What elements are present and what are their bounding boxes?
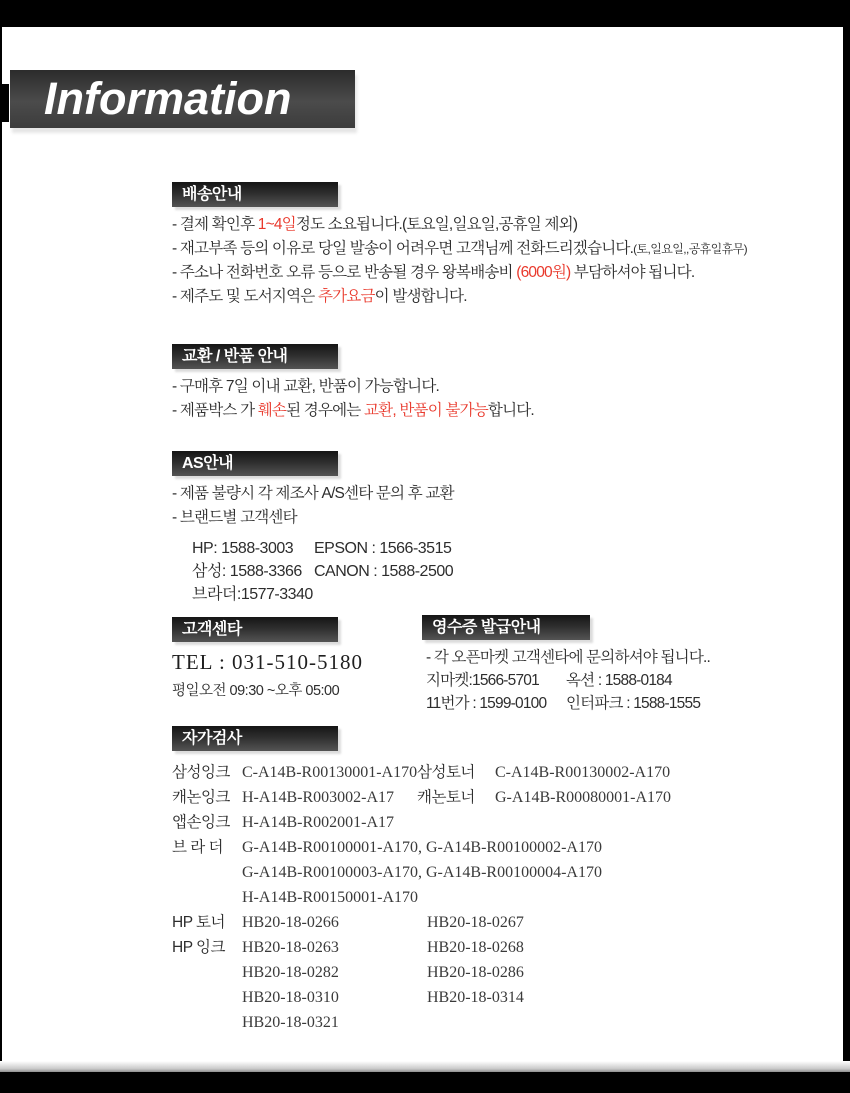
inspection-code: HB20-18-0266 <box>242 914 339 931</box>
section-exchange-return-info <box>172 344 712 423</box>
brand-label: 브 라 더 <box>172 839 224 856</box>
brand-label: 캐논잉크 <box>172 789 230 806</box>
shipping-line-1 <box>172 213 712 237</box>
inspection-code: H-A14B-R002001-A17 <box>242 814 394 831</box>
as-line-2: - 브랜드별 고객센타 <box>172 509 297 526</box>
table-row <box>172 885 732 910</box>
exchange-lines <box>172 375 712 423</box>
table-row <box>172 860 732 885</box>
text-segment: 정도 소요됩니다.(토요일,일요일,공휴일 제외) <box>295 216 578 233</box>
bottom-black-bar <box>0 1072 850 1093</box>
table-row <box>172 760 732 785</box>
text-segment: 된 경우에는 <box>286 402 364 419</box>
brand-label <box>172 960 242 985</box>
inspection-code: HB20-18-0286 <box>427 964 524 981</box>
text-segment: - 결제 확인후 <box>172 216 258 233</box>
text-segment: 합니다. <box>487 402 534 419</box>
phone-row-samsung-canon <box>192 560 712 583</box>
interpark-phone: 인터파크 : 1588-1555 <box>566 695 701 712</box>
as-line-1: - 제품 불량시 각 제조사 A/S센타 문의 후 교환 <box>172 485 454 502</box>
brother-phone: 브라더:1577-3340 <box>192 586 313 603</box>
brand-label: 삼성잉크 <box>172 764 230 781</box>
shipping-line-2 <box>172 237 748 261</box>
brand-label <box>172 885 242 910</box>
small-note-text: (토,일요일,,공휴일휴무) <box>633 242 748 256</box>
shipping-section-header: 배송안내 <box>172 182 338 207</box>
table-row <box>172 1010 732 1035</box>
inspection-code: HB20-18-0321 <box>242 1014 339 1031</box>
highlighted-text: 훼손 <box>257 402 287 419</box>
receipt-row-gmarket-auction <box>426 669 722 692</box>
inspection-code-table <box>172 760 732 1035</box>
inspection-code: H-A14B-R00150001-A170 <box>242 889 418 906</box>
highlighted-text: (6000원) <box>516 264 571 281</box>
shipping-line-3 <box>172 261 712 285</box>
table-row <box>172 785 732 810</box>
brand-label: HP 토너 <box>172 914 226 931</box>
table-row <box>172 810 732 835</box>
top-black-bar <box>0 0 850 27</box>
brand-phone-list <box>172 537 712 606</box>
text-segment: - 주소나 전화번호 오류 등으로 반송될 경우 왕복배송비 <box>172 264 517 281</box>
inspection-code: HB20-18-0267 <box>427 914 524 931</box>
section-self-inspection <box>172 726 732 1035</box>
receipt-row-11st-interpark <box>426 692 722 715</box>
gmarket-phone: 지마켓:1566-5701 <box>426 672 539 689</box>
table-row <box>172 985 732 1010</box>
receipt-lines <box>422 646 722 715</box>
table-row <box>172 935 732 960</box>
receipt-line-1: - 각 오픈마켓 고객센타에 문의하셔야 됩니다.. <box>426 649 711 666</box>
text-segment: - 제품박스 가 <box>172 402 258 419</box>
brand-label: 삼성토너 <box>417 764 475 781</box>
section-as-info <box>172 451 712 606</box>
text-segment: 부담하셔야 됩니다. <box>570 264 695 281</box>
canon-phone: CANON : 1588-2500 <box>314 563 454 580</box>
customer-center-hours: 평일오전 09:30 ~오후 05:00 <box>172 683 340 699</box>
inspection-code: H-A14B-R003002-A17 <box>242 789 394 806</box>
brand-label: HP 잉크 <box>172 939 226 956</box>
information-logo-banner <box>10 70 355 128</box>
customer-center-tel: TEL : 031-510-5180 <box>172 650 364 674</box>
highlighted-text: 추가요금 <box>317 288 375 305</box>
highlighted-text: 교환, 반품이 불가능 <box>364 402 488 419</box>
text-segment: - 제주도 및 도서지역은 <box>172 288 318 305</box>
brand-label <box>172 985 242 1010</box>
page-title: Information <box>44 73 292 124</box>
table-row <box>172 835 732 860</box>
inspection-code: G-A14B-R00100001-A170, G-A14B-R00100002-A170 <box>242 839 602 856</box>
exchange-section-header: 교환 / 반품 안내 <box>172 344 338 369</box>
left-border-strip <box>0 27 2 1072</box>
hp-phone: HP: 1588-3003 <box>192 540 294 557</box>
epson-phone: EPSON : 1566-3515 <box>314 540 452 557</box>
samsung-phone: 삼성: 1588-3366 <box>192 563 302 580</box>
shipping-lines <box>172 213 748 309</box>
phone-row-hp-epson <box>192 537 712 560</box>
table-row <box>172 960 732 985</box>
section-customer-center <box>172 617 422 700</box>
shipping-line-4 <box>172 285 712 309</box>
table-row <box>172 910 732 935</box>
inspection-code: HB20-18-0263 <box>242 939 339 956</box>
brand-label: 캐논토너 <box>417 789 475 806</box>
logo-left-notch <box>0 84 9 122</box>
inspection-section-header: 자가검사 <box>172 726 338 751</box>
receipt-section-header: 영수증 발급안내 <box>422 615 590 640</box>
brand-label <box>172 860 242 885</box>
inspection-code: HB20-18-0268 <box>427 939 524 956</box>
inspection-code: C-A14B-R00130001-A170 <box>242 764 418 781</box>
exchange-line-2 <box>172 399 712 423</box>
inspection-code: HB20-18-0282 <box>242 964 339 981</box>
as-lines <box>172 482 712 530</box>
inspection-code: C-A14B-R00130002-A170 <box>495 764 671 781</box>
exchange-line-1: - 구매후 7일 이내 교환, 반품이 가능합니다. <box>172 378 440 395</box>
inspection-code: HB20-18-0314 <box>427 989 524 1006</box>
section-receipt-info <box>422 615 722 715</box>
phone-row-brother <box>192 583 712 606</box>
customer-center-header: 고객센타 <box>172 617 338 642</box>
right-border-strip <box>843 27 850 1072</box>
bottom-gradient-strip <box>0 1061 850 1072</box>
inspection-code: G-A14B-R00080001-A170 <box>495 789 671 806</box>
auction-phone: 옥션 : 1588-0184 <box>566 672 672 689</box>
brand-label <box>172 1010 242 1035</box>
inspection-code: G-A14B-R00100003-A170, G-A14B-R00100004-A170 <box>242 864 602 881</box>
text-segment: - 재고부족 등의 이유로 당일 발송이 어려우면 고객님께 전화드리겠습니다. <box>172 240 634 257</box>
highlighted-text: 1~4일 <box>257 216 296 233</box>
section-shipping-info <box>172 182 748 309</box>
inspection-code: HB20-18-0310 <box>242 989 339 1006</box>
as-section-header: AS안내 <box>172 451 338 476</box>
st11-phone: 11번가 : 1599-0100 <box>426 695 547 712</box>
text-segment: 이 발생합니다. <box>374 288 467 305</box>
brand-label: 앱손잉크 <box>172 814 230 831</box>
